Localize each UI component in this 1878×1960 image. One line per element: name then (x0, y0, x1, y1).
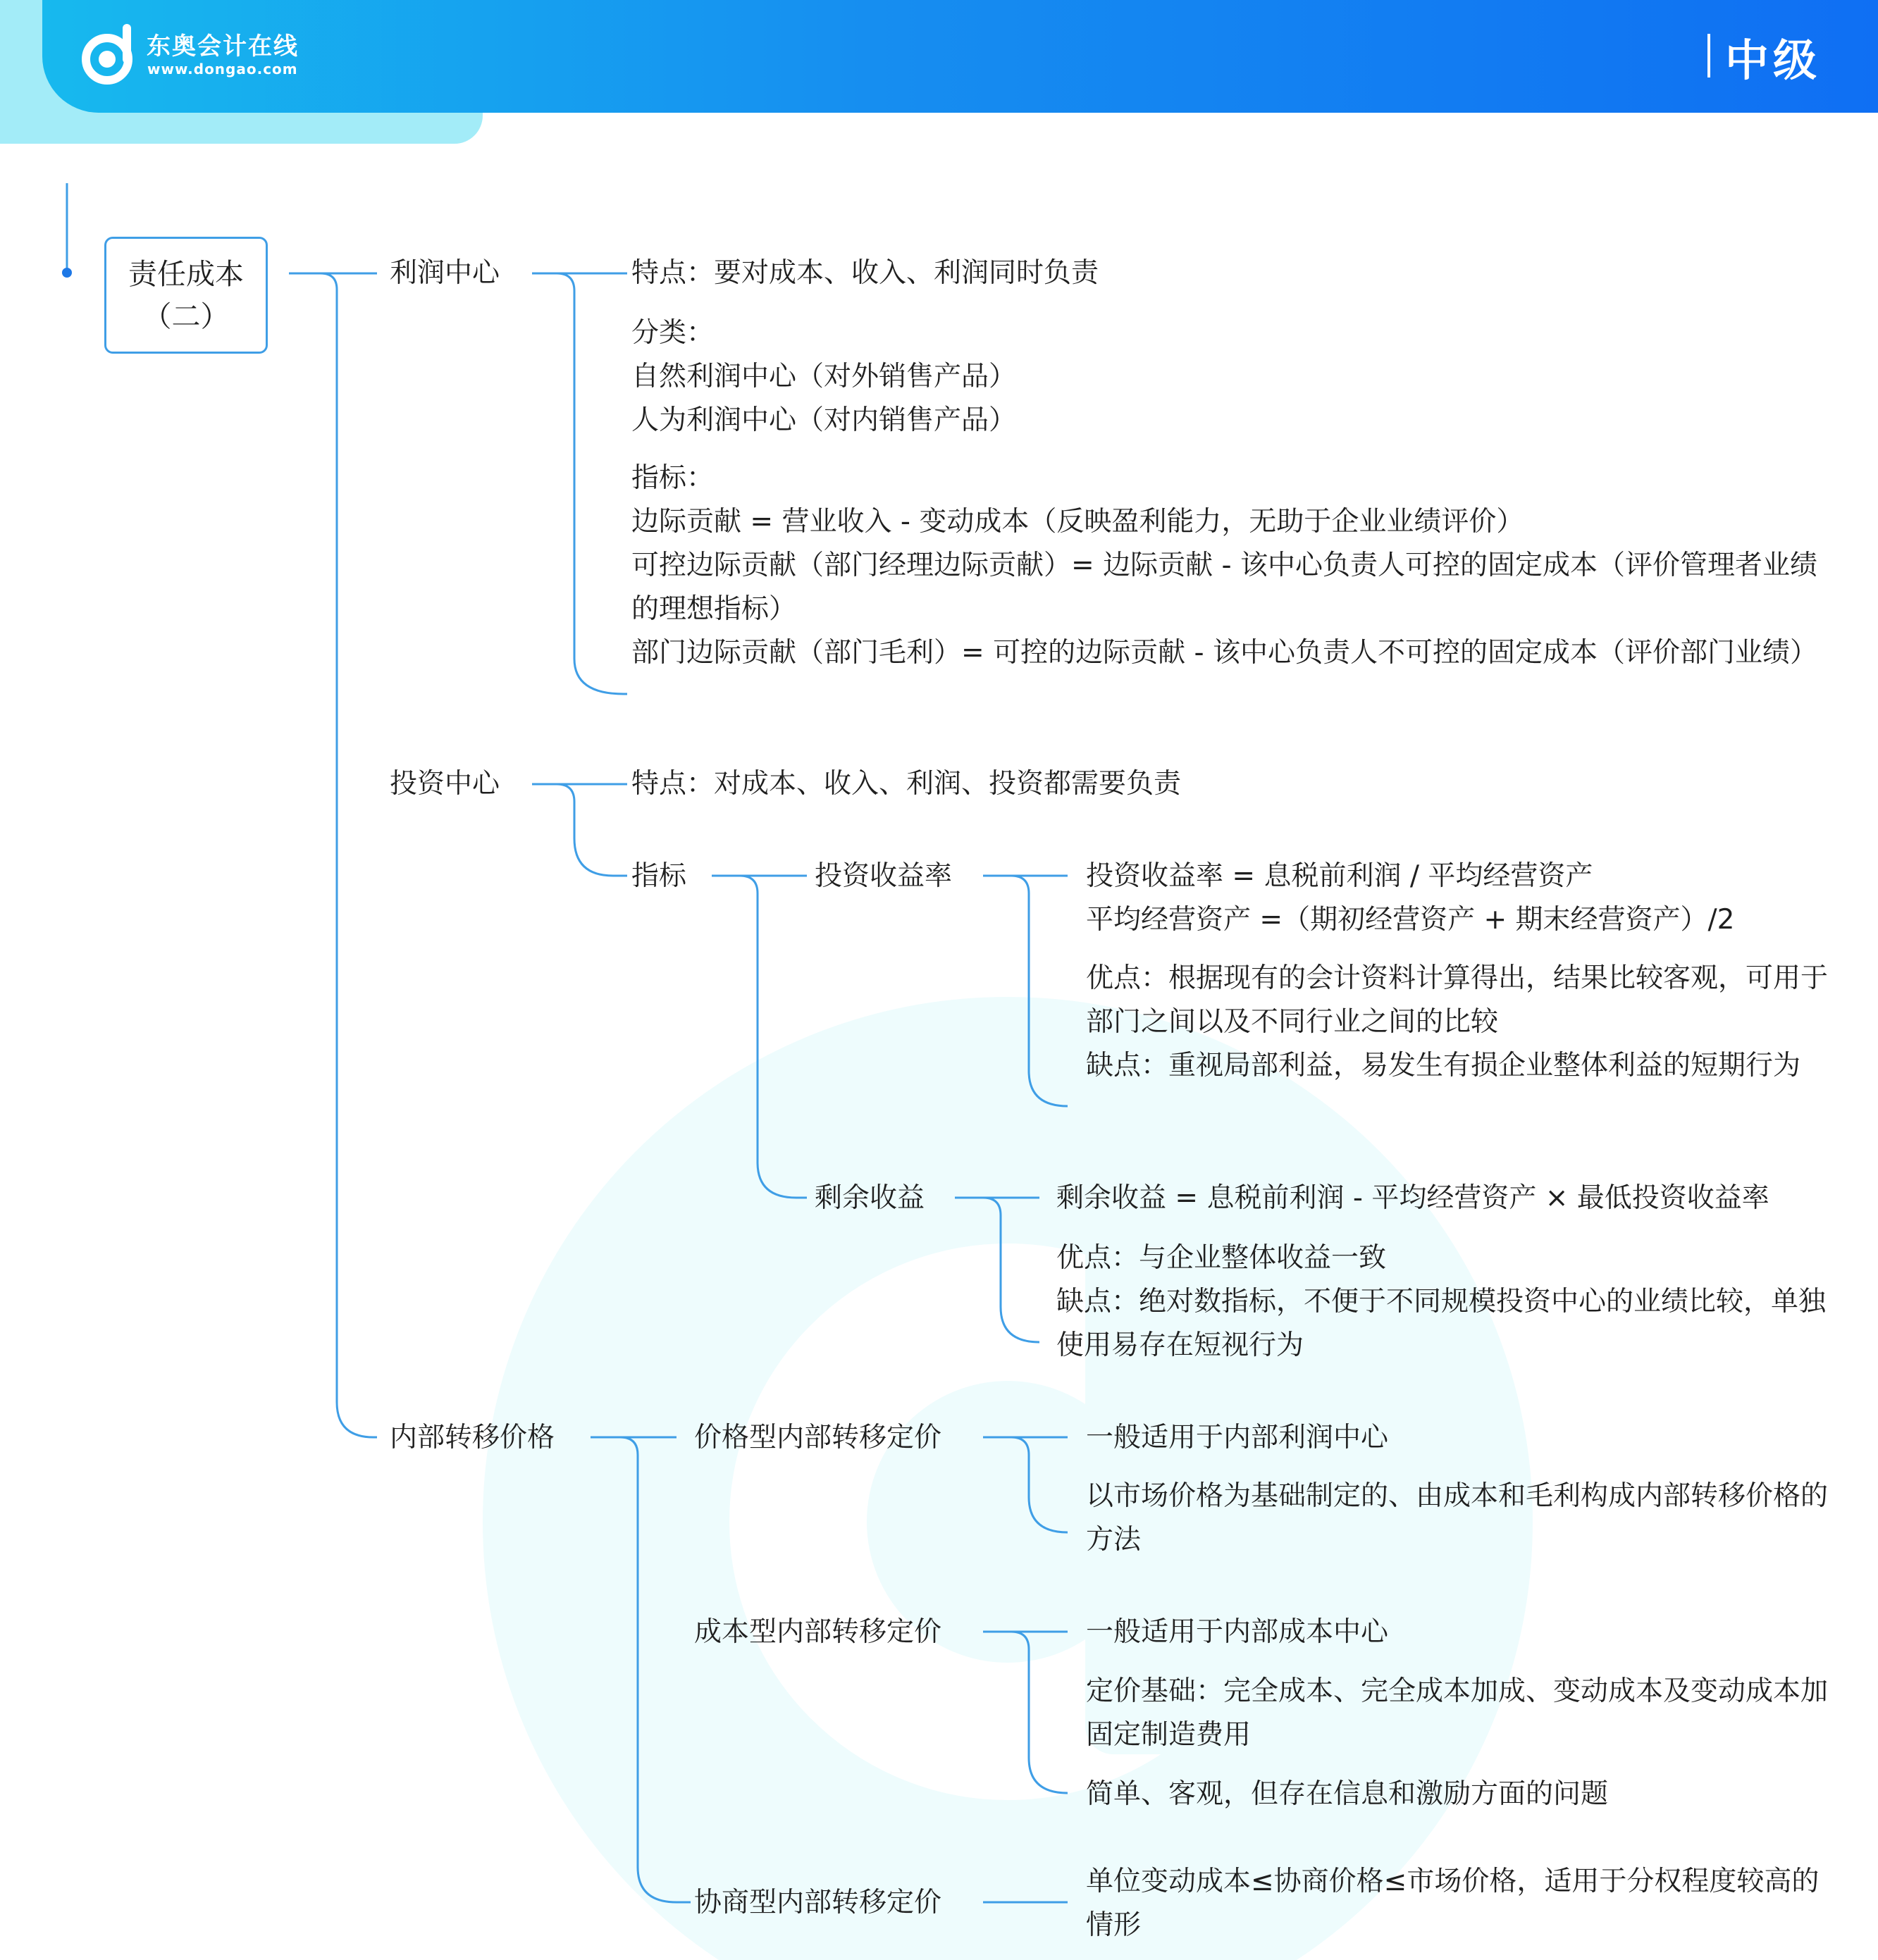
node-investment-center: 投资中心 (390, 768, 500, 800)
node-residual-income: 剩余收益 (815, 1182, 925, 1214)
node-price-type: 价格型内部转移定价 (694, 1422, 942, 1453)
brand-url: www.dongao.com (147, 61, 298, 77)
node-transfer-price: 内部转移价格 (390, 1422, 555, 1453)
price-type-scope: 一般适用于内部利润中心 (1086, 1422, 1389, 1453)
residual-pros-cons: 优点：与企业整体收益一致 缺点：绝对数指标，不便于不同规模投资中心的业绩比较，单独使用易存在短视行为 (1056, 1242, 1827, 1361)
profit-center-feature: 特点：要对成本、收入、利润同时负责 (631, 257, 1099, 289)
investment-indicator-label: 指标 (631, 860, 687, 892)
level-label: 中级 (1725, 35, 1822, 86)
roi-formula: 投资收益率 = 息税前利润 / 平均经营资产 平均经营资产 =（期初经营资产 + 期末经营资产）/2 (1086, 860, 1735, 936)
profit-center-indicators: 指标： 边际贡献 = 营业收入 - 变动成本（反映盈利能力，无助于企业业绩评价） 可控边际贡献（部门经理边际贡献）= 边际贡献 - 该中心负责人可控的固定成本（评价管理者业绩的理想指标） 部门边际贡献（部门毛利）= 可控的边际贡献 - 该中心负责人不可控的固定成本（评价部门业绩） (631, 462, 1817, 669)
cost-type-scope: 一般适用于内部成本中心 (1086, 1616, 1389, 1648)
residual-formula: 剩余收益 = 息税前利润 - 平均经营资产 × 最低投资收益率 (1056, 1182, 1769, 1214)
price-type-method: 以市场价格为基础制定的、由成本和毛利构成内部转移价格的方法 (1086, 1480, 1829, 1556)
node-profit-center: 利润中心 (390, 257, 500, 289)
negotiated-desc: 单位变动成本≤协商价格≤市场价格，适用于分权程度较高的情形 (1086, 1866, 1820, 1941)
cost-type-issue: 简单、客观，但存在信息和激励方面的问题 (1086, 1778, 1609, 1810)
profit-center-classification: 分类： 自然利润中心（对外销售产品） 人为利润中心（对内销售产品） (631, 317, 1017, 436)
root-node: 责任成本 （二） (104, 237, 268, 354)
investment-center-feature: 特点：对成本、收入、利润、投资都需要负责 (631, 768, 1182, 800)
brand-name: 东奥会计在线 (147, 32, 299, 61)
cost-type-basis: 定价基础：完全成本、完全成本加成、变动成本及变动成本加固定制造费用 (1086, 1675, 1829, 1751)
node-cost-type: 成本型内部转移定价 (694, 1616, 942, 1648)
roi-pros-cons: 优点：根据现有的会计资料计算得出，结果比较客观，可用于部门之间以及不同行业之间的比较 缺点：重视局部利益，易发生有损企业整体利益的短期行为 (1086, 962, 1829, 1081)
node-roi: 投资收益率 (815, 860, 953, 892)
node-negotiated: 协商型内部转移定价 (694, 1887, 942, 1918)
